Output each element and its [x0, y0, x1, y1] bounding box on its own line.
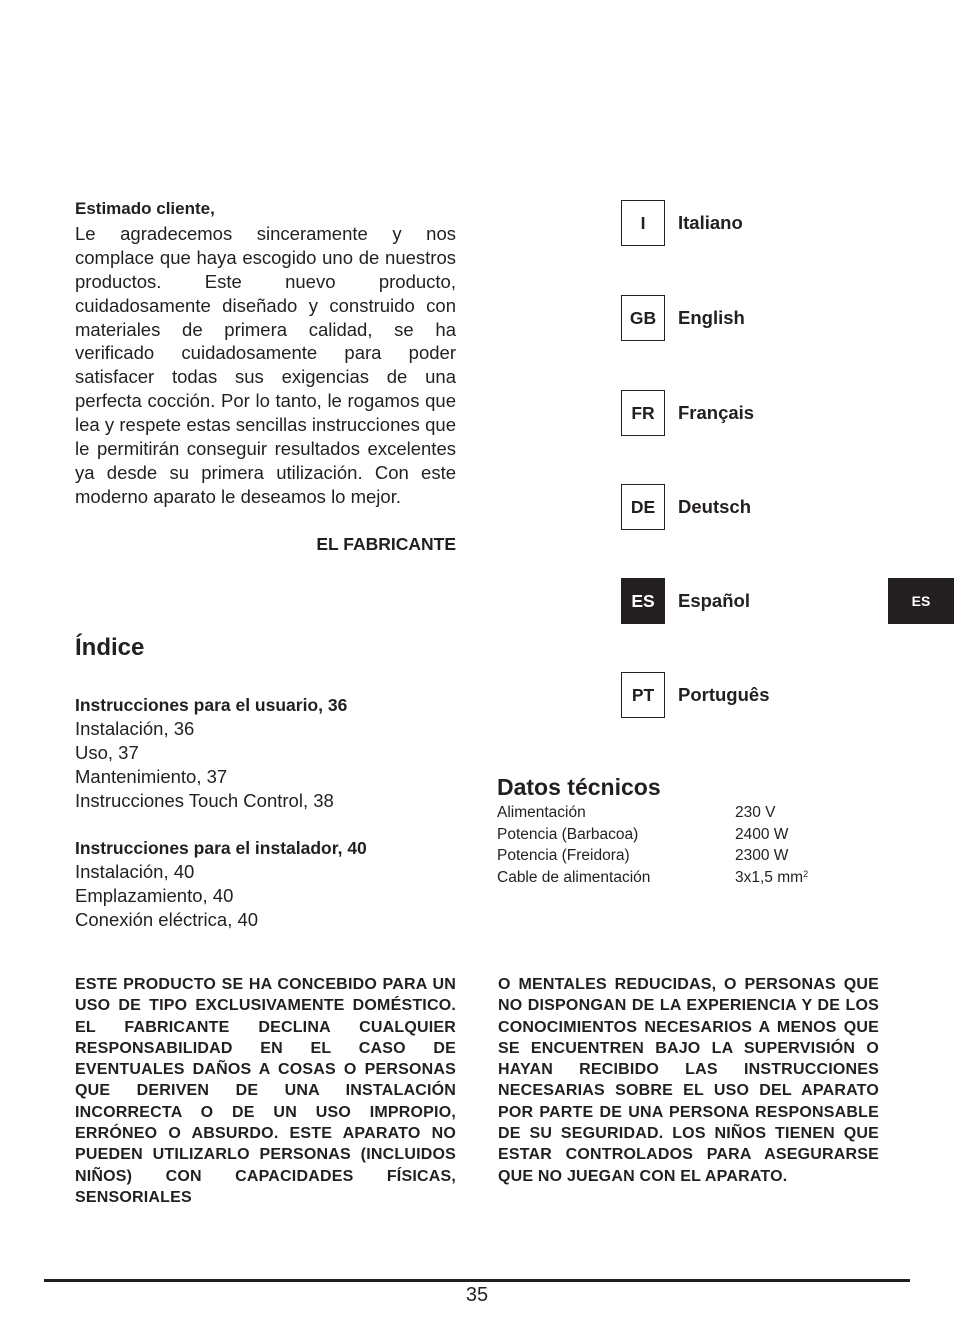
index-item: Emplazamiento, 40 — [75, 885, 234, 906]
footer-rule — [44, 1279, 910, 1282]
language-item-espanol[interactable] — [621, 578, 841, 626]
technical-label: Alimentación — [497, 804, 586, 821]
language-code-badge: ES — [621, 578, 665, 624]
index-user-section — [75, 693, 347, 813]
language-side-tab: ES — [888, 578, 954, 624]
language-item-portugues[interactable] — [621, 672, 841, 720]
greeting-heading: Estimado cliente, — [75, 199, 215, 218]
technical-title: Datos técnicos — [497, 774, 661, 800]
index-item: Instrucciones Touch Control, 38 — [75, 790, 334, 811]
index-installer-section — [75, 836, 367, 932]
language-name: Português — [678, 684, 770, 705]
language-name: Deutsch — [678, 496, 751, 517]
technical-label: Cable de alimentación — [497, 868, 651, 886]
language-code-badge: DE — [621, 484, 665, 530]
index-item: Instalación, 40 — [75, 861, 195, 882]
warning-text-part1: ESTE PRODUCTO SE HA CONCEBIDO PARA UN USO DE TIPO EXCLUSIVAMENTE DOMÉSTICO. EL FABRICANTE DECLINA CUALQUIER RESPONSABILIDAD EN EL CASO DE EVENTUALES DAÑOS A COSAS O PERSONAS QUE DERIVEN DE UNA INSTALACIÓN INCORRECTA O DE UN USO IMPROPIO, ERRÓNEO O ABSURDO. ESTE APARATO NO PUEDEN UTILIZARLO PERSONAS (INCLUIDOS NIÑOS) CON CAPACIDADES FÍSICAS, SENSORIALES — [75, 976, 456, 1206]
language-name: English — [678, 307, 745, 328]
language-code-badge: I — [621, 200, 665, 246]
warning-text-part2: O MENTALES REDUCIDAS, O PERSONAS QUE NO DISPONGAN DE LA EXPERIENCIA Y DE LOS CONOCIMIENTOS NECESARIOS A MENOS QUE SE ENCUENTREN BAJO LA SUPERVISIÓN O HAYAN RECIBIDO LAS INSTRUCCIONES NECESARIAS SOBRE EL USO DEL APARATO POR PARTE DE UNA PERSONA RESPONSABLE DE SU SEGURIDAD. LOS NIÑOS TIENEN QUE ESTAR CONTROLADOS PARA ASEGURARSE QUE NO JUEGAN CON EL APARATO. — [498, 976, 879, 1185]
index-user-heading: Instrucciones para el usuario, 36 — [75, 695, 348, 715]
language-item-english[interactable] — [621, 295, 841, 343]
index-item: Conexión eléctrica, 40 — [75, 909, 259, 930]
technical-row — [497, 867, 837, 889]
greeting-section — [75, 197, 456, 557]
technical-row — [497, 845, 837, 867]
greeting-signature: EL FABRICANTE — [316, 533, 456, 554]
technical-value — [735, 867, 808, 889]
index-title: Índice — [75, 634, 145, 661]
index-installer-heading: Instrucciones para el instalador, 40 — [75, 838, 367, 858]
language-item-francais[interactable] — [621, 390, 841, 438]
language-name: Español — [678, 590, 750, 611]
index-item: Uso, 37 — [75, 742, 139, 763]
language-item-deutsch[interactable] — [621, 484, 841, 532]
technical-value: 230 V — [735, 804, 776, 821]
technical-value: 2300 W — [735, 847, 789, 864]
language-name: Italiano — [678, 212, 743, 233]
technical-row — [497, 824, 837, 846]
technical-value-superscript: 2 — [803, 868, 809, 879]
language-code-badge: FR — [621, 390, 665, 436]
language-name: Français — [678, 402, 755, 423]
language-code-badge: GB — [621, 295, 665, 341]
technical-row — [497, 802, 837, 824]
technical-value: 2400 W — [735, 825, 789, 843]
page-number: 35 — [465, 1284, 489, 1306]
language-item-italiano[interactable] — [621, 200, 841, 248]
index-item: Mantenimiento, 37 — [75, 766, 228, 787]
index-item: Instalación, 36 — [75, 718, 195, 739]
greeting-body: Le agradecemos sinceramente y nos complace que haya escogido uno de nuestros productos. Este nuevo producto, cuidadosamente diseñado y construido con materiales de primera calidad, se ha verificado cuidadosamente para poder satisfacer todas sus exigencias de una perfecta cocción. Por lo tanto, le rogamos que lea y respete estas sencillas instrucciones que le permitirán conseguir resultados excelentes ya desde su primera utilización. Con este moderno aparato le deseamos lo mejor. — [75, 222, 456, 507]
technical-label: Potencia (Freidora) — [497, 847, 630, 864]
technical-value-text: 3x1,5 mm — [735, 868, 804, 886]
language-code-badge: PT — [621, 672, 665, 718]
technical-label: Potencia (Barbacoa) — [497, 825, 639, 843]
technical-table — [497, 802, 837, 888]
